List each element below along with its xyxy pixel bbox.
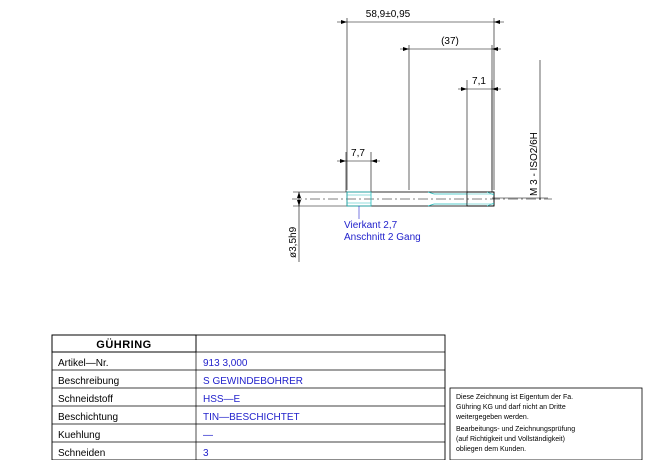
note-line-4: (auf Richtigkeit und Vollständigkeit) — [456, 436, 565, 443]
titleblock-value-0: 913 3,000 — [203, 358, 248, 369]
titleblock-label-1: Beschreibung — [58, 376, 120, 387]
dimension-thread-length — [458, 80, 501, 192]
titleblock-label-5: Schneiden — [58, 448, 106, 459]
titleblock-value-1: S GEWINDEBOHRER — [203, 376, 304, 387]
annotation-anschnitt: Anschnitt 2 Gang — [344, 232, 421, 243]
annotation-vierkant: Vierkant 2,7 — [344, 220, 398, 231]
titleblock-value-5: 3 — [203, 448, 209, 459]
title-block-frame — [52, 335, 445, 460]
note-line-5: obliegen dem Kunden. — [456, 446, 527, 453]
dimension-label-square-length: 7,7 — [351, 148, 365, 159]
note-line-1: Gühring KG und darf nicht an Dritte — [456, 404, 566, 411]
note-line-2: weitergegeben werden. — [456, 414, 529, 421]
dimension-label-thread-length: 7,1 — [472, 76, 486, 87]
titleblock-value-4: — — [203, 430, 213, 441]
dimension-thread-spec — [492, 60, 548, 200]
company-logo: GÜHRING — [96, 339, 152, 351]
titleblock-label-3: Beschichtung — [58, 412, 119, 423]
note-line-0: Diese Zeichnung ist Eigentum der Fa. — [456, 394, 574, 401]
dimension-shank-diameter — [293, 192, 348, 262]
titleblock-value-2: HSS—E — [203, 394, 241, 405]
dimension-label-bracket-length: (37) — [441, 36, 459, 47]
titleblock-label-2: Schneidstoff — [58, 394, 113, 405]
titleblock-label-4: Kuehlung — [58, 430, 101, 441]
dimension-label-overall-length: 58,9±0,95 — [365, 9, 411, 20]
titleblock-value-3: TIN—BESCHICHTET — [203, 412, 300, 423]
part-outline — [292, 192, 552, 206]
titleblock-label-0: Artikel—Nr. — [58, 358, 109, 369]
dimension-overall-length — [337, 18, 504, 190]
dimension-label-thread-spec: M 3 - ISO2/6H — [529, 132, 540, 196]
dimension-bracket-length — [400, 45, 501, 190]
note-line-3: Bearbeitungs- und Zeichnungsprüfung — [456, 426, 576, 433]
dimension-label-shank-diameter: ø3,5h9 — [288, 226, 299, 258]
dimension-square-length — [337, 152, 380, 192]
note-block-frame — [450, 388, 642, 460]
